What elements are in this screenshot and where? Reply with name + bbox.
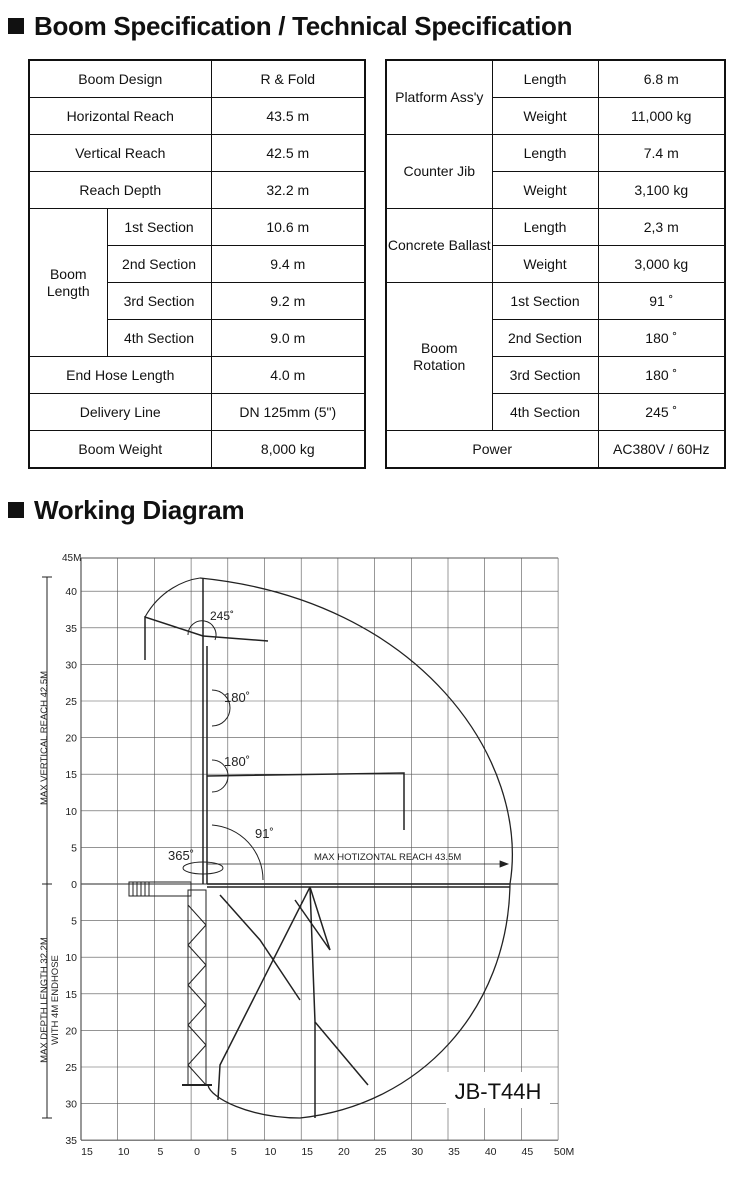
table-row bbox=[386, 135, 725, 172]
table-row bbox=[29, 357, 365, 394]
boom-section-value: 10.6 m bbox=[211, 209, 365, 246]
counter-jib-weight-value: 3,100 kg bbox=[598, 172, 725, 209]
table-row bbox=[29, 209, 365, 246]
y-tick-label: 10 bbox=[65, 952, 77, 965]
horizontal-reach-label: Horizontal Reach bbox=[29, 98, 211, 135]
depth-label-line1: MAX DEPTH LENGTH 32.2M bbox=[39, 937, 50, 1063]
x-tick-label: 10 bbox=[264, 1146, 277, 1158]
reach-depth-label: Reach Depth bbox=[29, 172, 211, 209]
y-tick-label: 25 bbox=[65, 696, 77, 708]
x-tick-label: 35 bbox=[448, 1146, 460, 1158]
x-tick-label: 20 bbox=[338, 1146, 350, 1158]
angle-label-91: 91˚ bbox=[255, 826, 274, 841]
angle-label-180-upper: 180˚ bbox=[224, 690, 251, 705]
technical-spec-table bbox=[385, 59, 726, 469]
delivery-line-value: DN 125mm (5") bbox=[211, 394, 365, 431]
y-tick-label: 20 bbox=[65, 1025, 77, 1038]
x-tick-label: 30 bbox=[411, 1146, 424, 1158]
rotation-section-value: 180 ˚ bbox=[598, 357, 725, 394]
counter-jib-length-value: 7.4 m bbox=[598, 135, 725, 172]
rotation-section-value: 91 ˚ bbox=[598, 283, 725, 320]
boom-section-label: 4th Section bbox=[107, 320, 211, 357]
platform-label: Platform Ass'y bbox=[386, 60, 492, 135]
x-tick-label: 45 bbox=[521, 1146, 534, 1158]
table-row bbox=[29, 60, 365, 98]
platform-length-label: Length bbox=[492, 60, 598, 98]
x-tick-label: 15 bbox=[301, 1146, 314, 1158]
y-tick-label: 0 bbox=[71, 879, 77, 891]
x-tick-label: 15 bbox=[81, 1146, 93, 1158]
boom-design-value: R & Fold bbox=[211, 60, 365, 98]
y-top-label: 45M bbox=[62, 553, 82, 564]
table-row bbox=[29, 394, 365, 431]
power-value: AC380V / 60Hz bbox=[598, 431, 725, 469]
concrete-ballast-length-label: Length bbox=[492, 209, 598, 246]
table-row bbox=[386, 60, 725, 98]
angle-label-365: 365˚ bbox=[168, 848, 195, 863]
counter-jib-label: Counter Jib bbox=[386, 135, 492, 209]
diagram-heading-text: Working Diagram bbox=[34, 494, 245, 525]
horizontal-reach-label: MAX HOTIZONTAL REACH 43.5M bbox=[314, 852, 462, 863]
counter-jib-length-label: Length bbox=[492, 135, 598, 172]
y-tick-label: 20 bbox=[65, 732, 77, 745]
table-row bbox=[29, 172, 365, 209]
boom-length-label-line1: Boom bbox=[49, 265, 87, 282]
diagram-heading bbox=[8, 496, 244, 524]
upper-left-arc bbox=[145, 578, 200, 617]
boom-section-value: 9.2 m bbox=[211, 283, 365, 320]
rotation-section-label: 1st Section bbox=[492, 283, 598, 320]
boom-section-value: 9.0 m bbox=[211, 320, 365, 357]
y-tick-label: 15 bbox=[65, 769, 77, 782]
boom-rotation-label-line1: Boom bbox=[420, 339, 458, 356]
counter-jib-weight-label: Weight bbox=[492, 172, 598, 209]
y-tick-label: 25 bbox=[65, 1062, 77, 1074]
platform-length-value: 6.8 m bbox=[598, 60, 725, 98]
concrete-ballast-label: Concrete Ballast bbox=[386, 209, 492, 283]
heading-square-icon bbox=[8, 502, 24, 518]
rotation-arcs bbox=[183, 621, 263, 880]
boom-weight-label: Boom Weight bbox=[29, 431, 211, 469]
heading-square-icon bbox=[8, 18, 24, 34]
x-tick-label: 10 bbox=[117, 1146, 130, 1158]
power-label: Power bbox=[386, 431, 598, 469]
table-row bbox=[386, 209, 725, 246]
vertical-reach-label: Vertical Reach bbox=[29, 135, 211, 172]
rotation-section-value: 180 ˚ bbox=[598, 320, 725, 357]
x-tick-label: 0 bbox=[194, 1146, 201, 1158]
table-row bbox=[386, 431, 725, 469]
boom-section-label: 2nd Section bbox=[107, 246, 211, 283]
end-hose-label: End Hose Length bbox=[29, 357, 211, 394]
boom-length-label bbox=[29, 209, 107, 357]
boom-section-value: 9.4 m bbox=[211, 246, 365, 283]
boom-section-label: 1st Section bbox=[107, 209, 211, 246]
reach-envelope bbox=[200, 578, 512, 1118]
boom-rotation-label bbox=[386, 283, 492, 431]
end-hose-value: 4.0 m bbox=[211, 357, 365, 394]
boom-section-label: 3rd Section bbox=[107, 283, 211, 320]
platform-weight-value: 11,000 kg bbox=[598, 98, 725, 135]
concrete-ballast-length-value: 2,3 m bbox=[598, 209, 725, 246]
boom-spec-table bbox=[28, 59, 366, 469]
x-tick-label: 40 bbox=[484, 1146, 497, 1158]
rotation-section-label: 3rd Section bbox=[492, 357, 598, 394]
x-tick-label: 25 bbox=[374, 1146, 387, 1158]
y-tick-label: 35 bbox=[65, 622, 77, 635]
table-row bbox=[386, 283, 725, 320]
x-tick-label: 5 bbox=[230, 1146, 237, 1158]
y-tick-label: 10 bbox=[65, 805, 77, 818]
table-row bbox=[29, 135, 365, 172]
spec-heading bbox=[8, 12, 572, 40]
platform-weight-label: Weight bbox=[492, 98, 598, 135]
x-tick-label: 5 bbox=[157, 1146, 164, 1158]
vertical-reach-label: MAX VERTICAL REACH 42.5M bbox=[39, 670, 50, 806]
y-tick-label: 5 bbox=[71, 842, 77, 855]
vertical-reach-value: 42.5 m bbox=[211, 135, 365, 172]
rotation-section-label: 2nd Section bbox=[492, 320, 598, 357]
rotation-section-value: 245 ˚ bbox=[598, 394, 725, 431]
boom-length-label-line2: Length bbox=[46, 282, 90, 299]
rotation-section-label: 4th Section bbox=[492, 394, 598, 431]
spec-heading-text: Boom Specification / Technical Specification bbox=[34, 10, 573, 41]
y-tick-label: 5 bbox=[71, 915, 77, 928]
x-tick-label: 50M bbox=[553, 1146, 575, 1158]
reach-depth-value: 32.2 m bbox=[211, 172, 365, 209]
working-diagram bbox=[0, 540, 750, 1170]
table-row bbox=[29, 98, 365, 135]
table-row bbox=[29, 431, 365, 469]
horizontal-reach-value: 43.5 m bbox=[211, 98, 365, 135]
angle-label-245: 245˚ bbox=[210, 609, 235, 623]
y-tick-label: 40 bbox=[65, 586, 77, 599]
boom-design-label: Boom Design bbox=[29, 60, 211, 98]
depth-label-line2: WITH 4M ENDHOSE bbox=[50, 955, 61, 1045]
tower-structure bbox=[129, 882, 212, 1085]
angle-label-180-lower: 180˚ bbox=[224, 754, 251, 769]
y-tick-label: 30 bbox=[65, 1098, 77, 1111]
model-label: JB-T44H bbox=[454, 1079, 542, 1104]
delivery-line-label: Delivery Line bbox=[29, 394, 211, 431]
concrete-ballast-weight-label: Weight bbox=[492, 246, 598, 283]
boom-weight-value: 8,000 kg bbox=[211, 431, 365, 469]
y-tick-label: 35 bbox=[65, 1135, 77, 1148]
y-tick-label: 15 bbox=[65, 988, 77, 1001]
boom-rotation-label-line2: Rotation bbox=[413, 356, 466, 373]
concrete-ballast-weight-value: 3,000 kg bbox=[598, 246, 725, 283]
y-tick-label: 30 bbox=[65, 659, 77, 672]
